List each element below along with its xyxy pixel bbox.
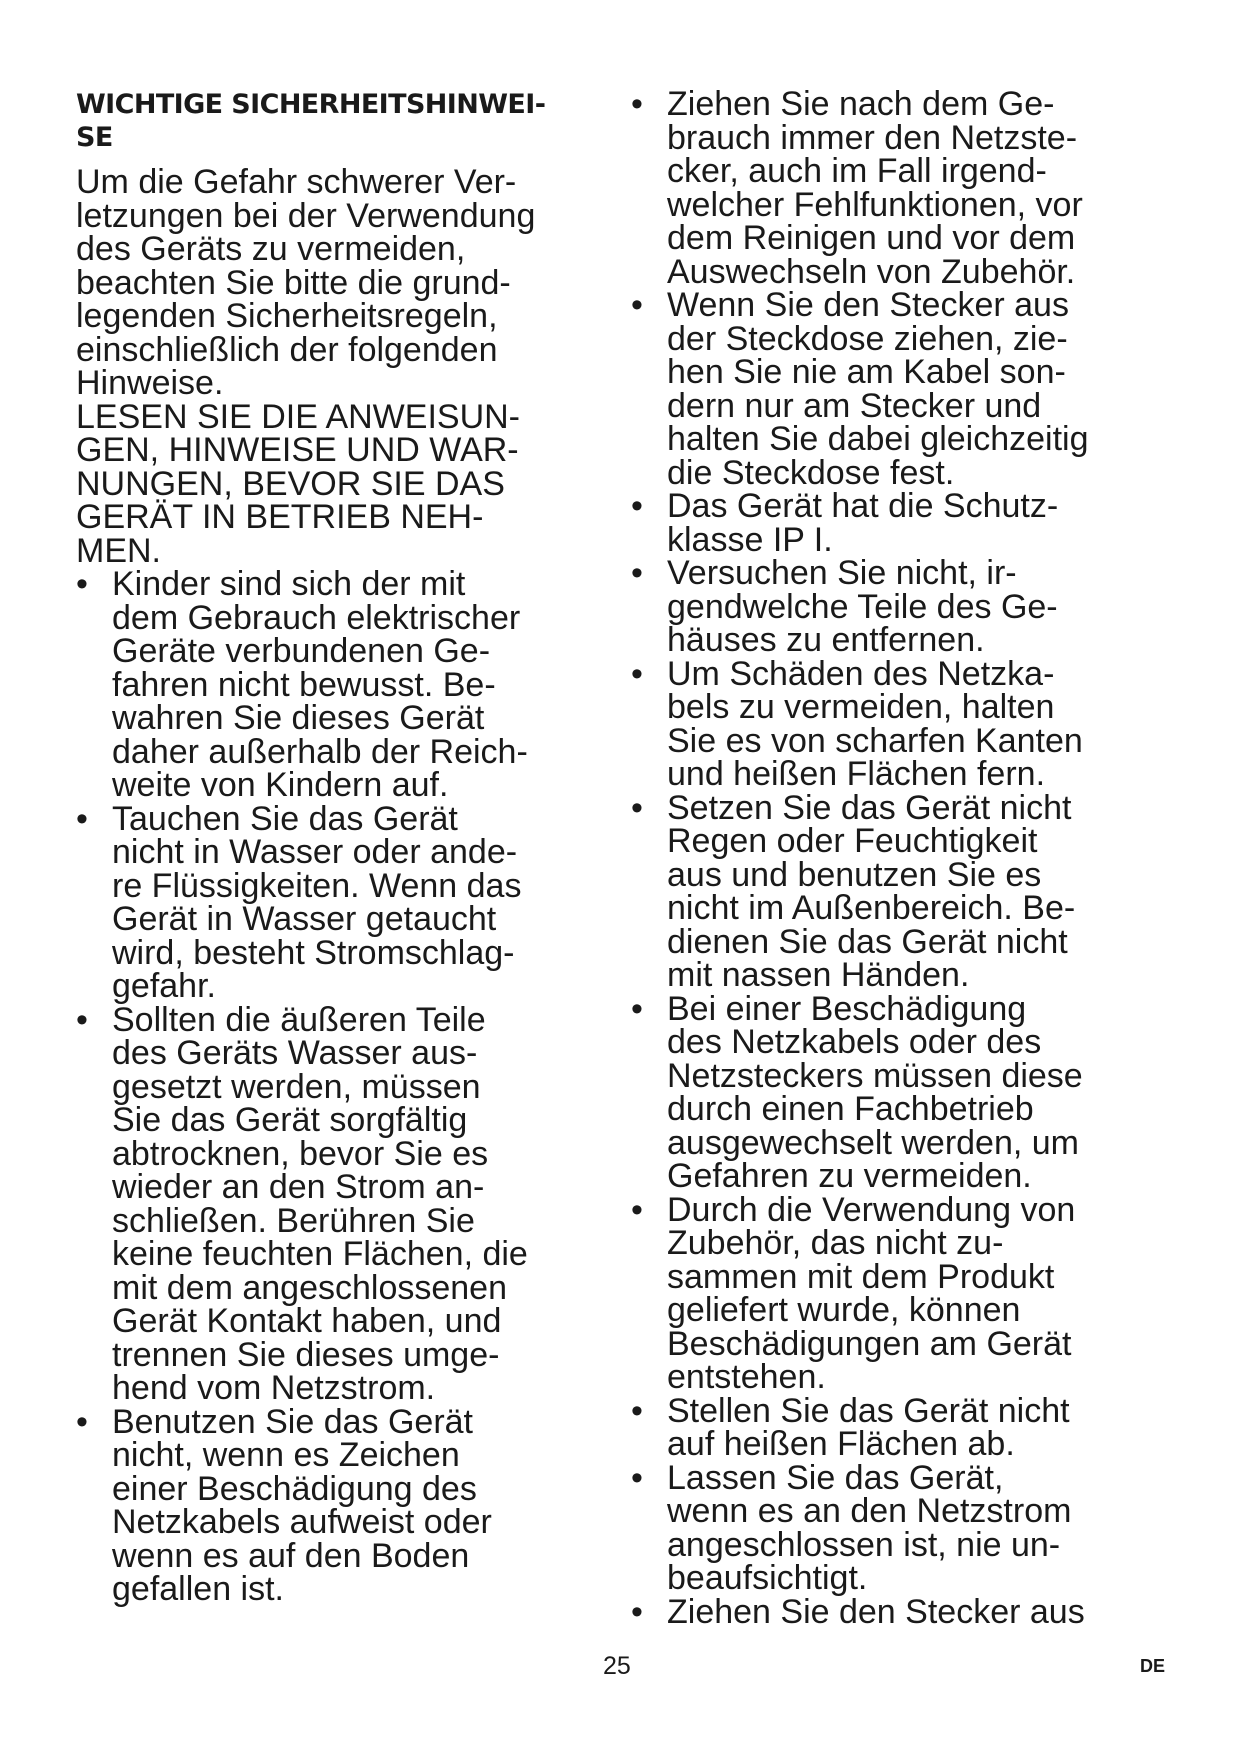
bullet-icon: • [631,1190,643,1229]
bullet-icon: • [631,286,643,324]
list-item-text: Um Schäden des Netzka- bels zu vermeiden, halten Sie es von scharfen Kanten und heißen Flächen fern. [667,654,1083,793]
list-item-text: Benutzen Sie das Gerät nicht, wenn es Zeichen einer Beschädigung des Netzkabels aufweist oder wenn es auf den Boden gefallen ist. [112,1402,492,1608]
list-item-text: Stellen Sie das Gerät nicht auf heißen Flächen ab. [667,1391,1070,1463]
list-item-text: Lassen Sie das Gerät, wenn es an den Netzstrom angeschlossen ist, nie un- beaufsichtigt. [667,1458,1072,1597]
list-item [631,654,1176,793]
list-item-text: Das Gerät hat die Schutz- klasse IP I. [667,487,1059,559]
bullet-icon: • [76,799,88,838]
page-number: 25 [603,1652,631,1680]
bullet-icon: • [631,1458,643,1497]
left-column [76,88,616,1607]
list-item [631,286,1176,492]
list-item [631,1592,1176,1631]
warning-caps-paragraph: LESEN SIE DIE ANWEISUN- GEN, HINWEISE UND WAR- NUNGEN, BEVOR SIE DAS GERÄT IN BETRIEB NEH- MEN. [76,397,520,570]
list-item-text: Sollten die äußeren Teile des Geräts Wasser aus- gesetzt werden, müssen Sie das Gerät sorgfältig abtrocknen, bevor Sie es wieder an den Strom an- schließen. Berühren Sie keine feuchten Flächen, die mit dem angeschlossenen Gerät Kontakt haben, und trennen Sie dieses umge- hend vom Netzstrom. [112,1000,528,1407]
intro-paragraph: Um die Gefahr schwerer Ver- letzungen bei der Verwendung des Geräts zu vermeiden, beachten Sie bitte die grund- legenden Sicherheitsregeln, einschließlich der folgenden Hinweise. [76,163,536,402]
bullet-icon: • [76,1402,88,1441]
list-item-text: Ziehen Sie nach dem Ge- brauch immer den Netzste- cker, auch im Fall irgend- welcher Fehlfunktionen, vor dem Reinigen und vor dem Auswechseln von Zubehör. [667,85,1083,291]
list-item [631,1458,1176,1597]
list-item-text: Wenn Sie den Stecker aus der Steckdose ziehen, zie- hen Sie nie am Kabel son- dern nur am Stecker und halten Sie dabei gleichzeitig die Steckdose fest. [667,286,1089,492]
list-item [631,989,1176,1195]
safety-heading: WICHTIGE SICHERHEITSHINWEI- SE [76,89,546,153]
list-item [631,788,1176,994]
bullet-icon: • [631,554,643,592]
list-item-text: Durch die Verwendung von Zubehör, das nicht zu- sammen mit dem Produkt geliefert wurde, können Beschädigungen am Gerät entstehen. [667,1190,1076,1396]
bullet-icon: • [76,1000,88,1039]
list-item [76,1402,616,1608]
right-column [631,85,1176,1631]
bullet-icon: • [631,1592,643,1631]
list-item [631,1190,1176,1396]
list-item [76,1000,616,1407]
bullet-icon: • [631,788,643,827]
list-item-text: Versuchen Sie nicht, ir- gendwelche Teile des Ge- häuses zu entfernen. [667,554,1058,659]
bullet-icon: • [631,1391,643,1430]
list-item-text: Kinder sind sich der mit dem Gebrauch elektrischer Geräte verbundenen Ge- fahren nicht bewusst. Be- wahren Sie dieses Gerät daher außerhalb der Reich- weite von Kindern auf. [112,565,528,804]
list-item-text: Ziehen Sie den Stecker aus [667,1592,1085,1631]
language-code: DE [1140,1656,1166,1676]
list-item [631,85,1176,291]
bullet-icon: • [631,654,643,693]
left-bullet-list [76,565,616,1608]
list-item [76,799,616,1005]
list-item [631,487,1176,559]
right-bullet-list [631,85,1176,1631]
list-item-text: Setzen Sie das Gerät nicht Regen oder Feuchtigkeit aus und benutzen Sie es nicht im Außenbereich. Be- dienen Sie das Gerät nicht mit nassen Händen. [667,788,1076,994]
list-item [631,1391,1176,1463]
bullet-icon: • [631,989,643,1028]
list-item-text: Bei einer Beschädigung des Netzkabels oder des Netzsteckers müssen diese durch einen Fachbetrieb ausgewechselt werden, um Gefahren zu vermeiden. [667,989,1083,1195]
bullet-icon: • [76,565,88,603]
list-item-text: Tauchen Sie das Gerät nicht in Wasser oder ande- re Flüssigkeiten. Wenn das Gerät in Wasser getaucht wird, besteht Stromschlag- gefahr. [112,799,522,1005]
list-item [76,565,616,804]
bullet-icon: • [631,487,643,525]
list-item [631,554,1176,659]
bullet-icon: • [631,85,643,123]
